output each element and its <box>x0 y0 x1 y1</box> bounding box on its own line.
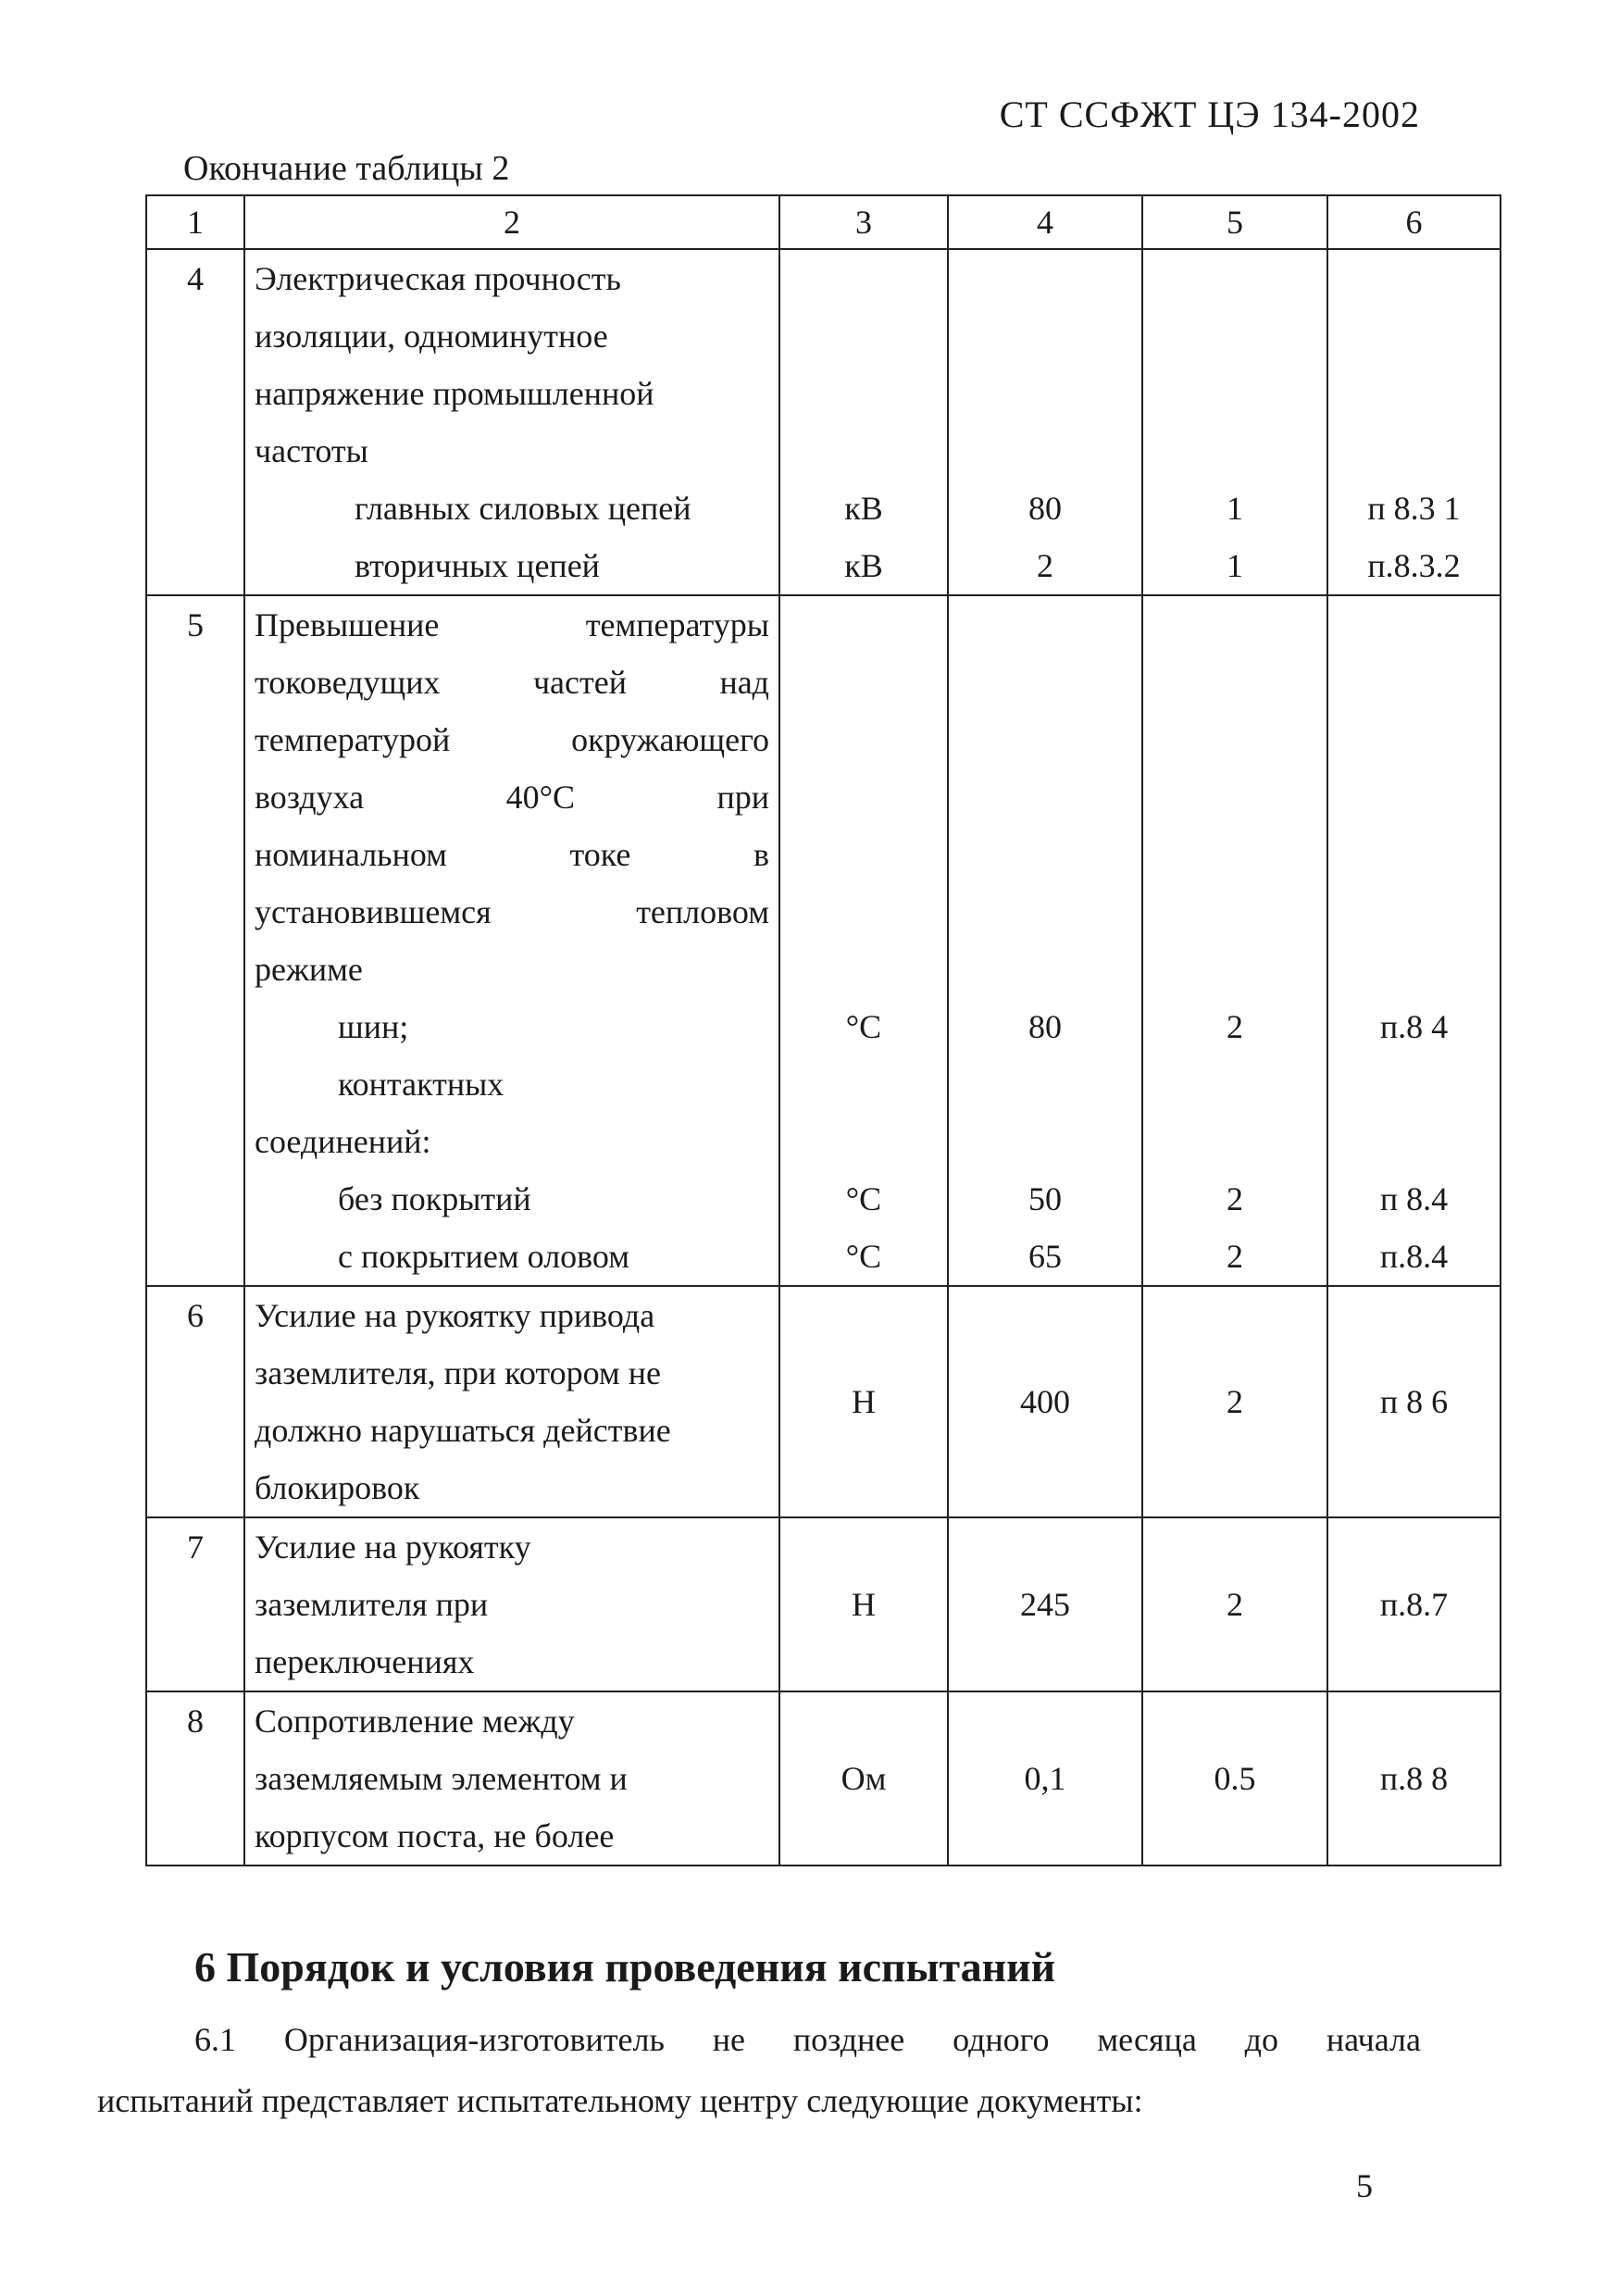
table-row <box>146 595 1501 1286</box>
row-number: 6 <box>146 1286 244 1517</box>
col5-cell <box>1142 595 1327 1286</box>
row-description <box>244 1286 779 1517</box>
desc-subline: главных силовых цепей <box>355 490 691 527</box>
desc-line: заземляемым элементом и <box>255 1760 628 1797</box>
ref-value: п 8.4 <box>1379 1180 1449 1217</box>
desc-line: установившемся тепловом <box>255 893 769 930</box>
column-header: 3 <box>779 195 948 249</box>
value-cell: 0,1 <box>948 1691 1142 1866</box>
desc-line: Электрическая прочность <box>255 260 621 297</box>
desc-subline: контактных <box>338 1066 504 1103</box>
value: 2 <box>1037 547 1053 584</box>
row-number: 8 <box>146 1691 244 1866</box>
col5-cell: 2 <box>1142 1286 1327 1517</box>
desc-line: должно нарушаться действие <box>255 1412 671 1449</box>
unit-value: кВ <box>844 490 883 527</box>
unit-value: °С <box>845 1238 882 1275</box>
desc-line: соединений: <box>255 1123 431 1160</box>
paragraph-line: 6.1 Организация-изготовитель не позднее одного месяца до начала <box>194 2021 1421 2058</box>
ref-cell <box>1327 595 1501 1286</box>
value: 65 <box>1028 1238 1062 1275</box>
column-header: 1 <box>146 195 244 249</box>
desc-line: частоты <box>255 432 368 469</box>
ref-cell: п.8 8 <box>1327 1691 1501 1866</box>
col5-value: 1 <box>1227 547 1243 584</box>
table-caption: Окончание таблицы 2 <box>183 149 510 188</box>
desc-line: блокировок <box>255 1469 420 1506</box>
desc-line: Усилие на рукоятку <box>255 1529 531 1566</box>
ref-cell <box>1327 249 1501 595</box>
row-description <box>244 249 779 595</box>
column-header: 4 <box>948 195 1142 249</box>
paragraph-line: испытаний представляет испытательному центру следующие документы: <box>97 2082 1143 2119</box>
row-number: 7 <box>146 1517 244 1691</box>
ref-value: п 8.3 1 <box>1367 490 1461 527</box>
value: 80 <box>1028 1008 1062 1045</box>
col5-value: 2 <box>1227 1238 1243 1275</box>
unit-cell: Ом <box>779 1691 948 1866</box>
unit-value: °С <box>845 1180 882 1217</box>
desc-line: переключениях <box>255 1643 475 1680</box>
col5-cell <box>1142 249 1327 595</box>
value: 80 <box>1028 490 1062 527</box>
ref-value: п.8 4 <box>1379 1008 1449 1045</box>
desc-line: Превышение температуры <box>255 606 769 643</box>
row-number: 5 <box>146 595 244 1286</box>
desc-line: напряжение промышленной <box>255 375 654 412</box>
spec-table <box>145 194 1501 1866</box>
table-row <box>146 249 1501 595</box>
desc-line: температурой окружающего <box>255 721 769 758</box>
unit-cell: Н <box>779 1517 948 1691</box>
desc-line: токоведущих частей над <box>255 664 769 701</box>
desc-subline: без покрытий <box>338 1180 531 1217</box>
value-cell <box>948 249 1142 595</box>
table-row <box>146 1691 1501 1866</box>
ref-cell: п.8.7 <box>1327 1517 1501 1691</box>
doc-code: СТ ССФЖТ ЦЭ 134-2002 <box>999 94 1420 135</box>
col5-value: 1 <box>1227 490 1243 527</box>
row-description <box>244 595 779 1286</box>
desc-subline: вторичных цепей <box>355 547 600 584</box>
desc-subline: шин; <box>338 1008 409 1045</box>
desc-line: изоляции, одноминутное <box>255 318 608 355</box>
section-title: 6 Порядок и условия проведения испытаний <box>194 1943 1056 1990</box>
desc-line: корпусом поста, не более <box>255 1817 615 1854</box>
desc-subline: с покрытием оловом <box>338 1238 630 1275</box>
unit-value: °С <box>845 1008 882 1045</box>
value: 50 <box>1028 1180 1062 1217</box>
column-header: 2 <box>244 195 779 249</box>
table-row <box>146 1286 1501 1517</box>
col5-value: 2 <box>1227 1180 1243 1217</box>
unit-value: кВ <box>844 547 883 584</box>
col5-cell: 2 <box>1142 1517 1327 1691</box>
desc-line: заземлителя, при котором не <box>255 1354 661 1391</box>
row-description <box>244 1517 779 1691</box>
unit-cell <box>779 249 948 595</box>
section-paragraph <box>97 2009 1421 2131</box>
table-header-row <box>146 195 1501 249</box>
col5-cell: 0.5 <box>1142 1691 1327 1866</box>
row-description <box>244 1691 779 1866</box>
desc-line: режиме <box>255 951 363 988</box>
column-header: 5 <box>1142 195 1327 249</box>
ref-value: п.8.3.2 <box>1367 547 1461 584</box>
col5-value: 2 <box>1227 1008 1243 1045</box>
value-cell: 245 <box>948 1517 1142 1691</box>
page-number: 5 <box>1356 2167 1373 2204</box>
value-cell <box>948 595 1142 1286</box>
desc-line: Усилие на рукоятку привода <box>255 1297 655 1334</box>
unit-cell: Н <box>779 1286 948 1517</box>
unit-cell <box>779 595 948 1286</box>
value-cell: 400 <box>948 1286 1142 1517</box>
desc-line: воздуха 40°С при <box>255 779 769 816</box>
row-number: 4 <box>146 249 244 595</box>
table-row <box>146 1517 1501 1691</box>
desc-line: заземлителя при <box>255 1586 489 1623</box>
desc-line: номинальном токе в <box>255 836 769 873</box>
desc-line: Сопротивление между <box>255 1703 575 1740</box>
ref-value: п.8.4 <box>1379 1238 1449 1275</box>
column-header: 6 <box>1327 195 1501 249</box>
ref-cell: п 8 6 <box>1327 1286 1501 1517</box>
